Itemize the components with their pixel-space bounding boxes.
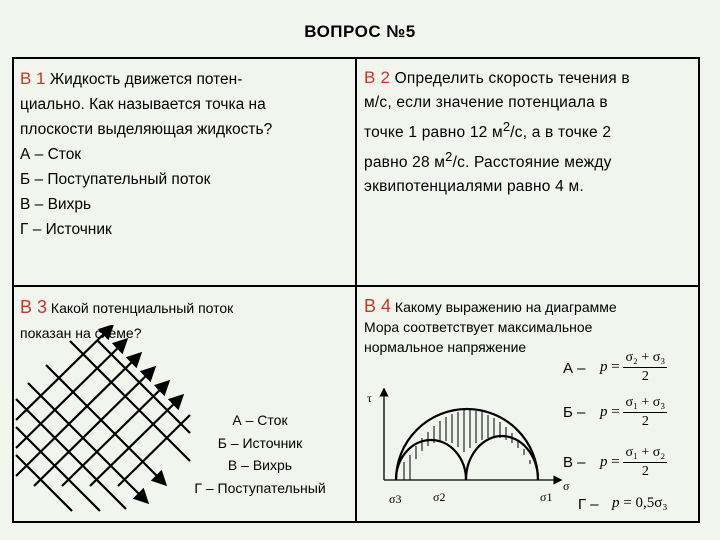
- small-mohr-circle: [396, 440, 466, 480]
- streamline: [16, 355, 139, 476]
- question-3-option-v[interactable]: В – Вихрь: [227, 457, 293, 473]
- question-3-line: Какой потенциальный поток: [50, 300, 234, 316]
- question-3-line: показан на схеме?: [20, 325, 142, 341]
- question-3-option-b[interactable]: Б – Источник: [217, 434, 303, 451]
- question-2-line: равно 28 м: [364, 154, 446, 172]
- formula-a[interactable]: p = $\frac{\text{σ₂ + σ₃}}{2}$: [600, 350, 666, 384]
- grid-divider-vertical: [355, 59, 357, 521]
- question-3-option-a[interactable]: А – Сток: [232, 412, 288, 428]
- formula-g[interactable]: p = 0,5σ₃: [612, 495, 668, 511]
- page-title: ВОПРОС №5: [304, 22, 416, 41]
- formula-b[interactable]: p = $\frac{\text{σ₁ + σ₃}}{2}$: [600, 395, 666, 429]
- equipotential-line: [46, 365, 164, 483]
- question-3-option-g[interactable]: Г – Поступательный: [194, 479, 326, 496]
- question-4-option-v-label[interactable]: В –: [563, 454, 586, 471]
- grid-divider-horizontal: [14, 285, 698, 287]
- tau-label: τ: [367, 391, 372, 405]
- question-1-line: плоскости выделяющая жидкость?: [20, 121, 273, 138]
- question-4-option-g-label[interactable]: Г –: [578, 496, 599, 513]
- question-2-line: /с, а в точке 2: [510, 124, 612, 142]
- question-1-option-v[interactable]: В – Вихрь: [20, 196, 92, 213]
- superscript: 2: [445, 149, 453, 165]
- question-4-line: нормальное напряжение: [364, 339, 527, 355]
- superscript: 2: [502, 119, 511, 134]
- sigma2-label: σ2: [433, 490, 446, 504]
- sigma-axis-label: σ: [563, 479, 570, 493]
- question-2-number: В 2: [364, 68, 391, 87]
- question-4-option-b-label[interactable]: Б –: [563, 404, 586, 421]
- question-1-option-b[interactable]: Б – Поступательный поток: [20, 171, 211, 188]
- question-1-option-a[interactable]: А – Сток: [20, 146, 82, 163]
- streamline: [16, 341, 125, 448]
- question-1-line: циально. Как называется точка на: [20, 96, 266, 113]
- question-1-option-g[interactable]: Г – Источник: [20, 221, 112, 238]
- question-4-line: Какому выражению на диаграмме: [394, 299, 617, 315]
- question-2-line: м/с, если значение потенциала в: [364, 94, 608, 111]
- mohr-diagram: [362, 388, 577, 513]
- question-2-line: точке 1 равно 12 м: [364, 124, 503, 142]
- flow-mesh-diagram: [14, 325, 194, 525]
- question-2-line: Определить скорость течения в: [394, 70, 630, 87]
- question-3-options: [170, 409, 350, 499]
- question-1: [20, 66, 350, 242]
- formula-v[interactable]: p = $\frac{\text{σ₁ + σ₂}}{2}$: [600, 445, 666, 479]
- question-1-number: В 1: [20, 69, 46, 88]
- question-4: [364, 296, 694, 357]
- streamline: [16, 327, 111, 420]
- question-1-line: Жидкость движется потен-: [49, 71, 243, 88]
- sigma3-label: σ3: [389, 492, 402, 506]
- question-4-number: В 4: [364, 296, 392, 316]
- question-3-number: В 3: [20, 297, 48, 317]
- sigma1-label: σ1: [540, 490, 553, 504]
- equipotential-line: [16, 399, 126, 509]
- question-2: [364, 66, 694, 199]
- question-2-line: эквипотенциалями равно 4 м.: [364, 178, 584, 196]
- question-4-line: Мора соответствует максимальное: [364, 319, 593, 335]
- question-2-line: /с. Расстояние между: [452, 154, 612, 172]
- question-4-option-a-label[interactable]: А –: [563, 360, 586, 377]
